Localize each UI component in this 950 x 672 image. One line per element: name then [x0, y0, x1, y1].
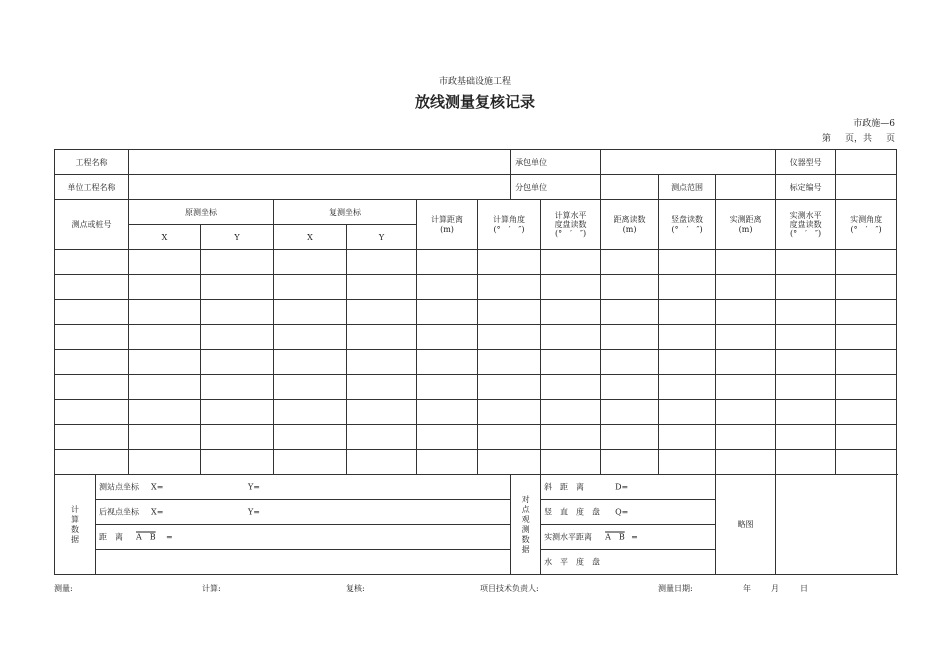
page-label-1: 第 [821, 134, 831, 144]
table-row [55, 325, 897, 350]
table-cell[interactable] [55, 375, 129, 400]
table-cell[interactable] [129, 450, 201, 475]
table-cell[interactable] [274, 425, 347, 450]
table-cell[interactable] [659, 325, 716, 350]
vert-reading-header: 竖盘读数 (° ′ ″) [659, 200, 716, 250]
table-cell[interactable] [417, 425, 478, 450]
table-cell[interactable] [347, 450, 417, 475]
distance-ab: A B [136, 532, 156, 542]
table-row [55, 450, 897, 475]
table-row [55, 250, 897, 275]
table-cell[interactable] [601, 425, 659, 450]
table-cell[interactable] [541, 250, 601, 275]
table-cell[interactable] [201, 325, 274, 350]
table-row [55, 300, 897, 325]
table-cell[interactable] [776, 325, 836, 350]
data-rows [55, 250, 897, 475]
survey-form-table [54, 149, 897, 575]
table-cell[interactable] [201, 300, 274, 325]
dist-reading-header: 距离读数 (m) [601, 200, 659, 250]
table-cell[interactable] [478, 400, 541, 425]
recheck-coord-header: 复测坐标 [274, 200, 417, 225]
table-cell[interactable] [601, 275, 659, 300]
table-cell[interactable] [836, 275, 897, 300]
unit-project-field[interactable] [129, 175, 511, 200]
table-cell[interactable] [659, 375, 716, 400]
station-x-label: X= [151, 482, 164, 492]
table-cell[interactable] [55, 275, 129, 300]
table-row [55, 400, 897, 425]
backsight-coord-row[interactable] [96, 500, 511, 525]
calibration-no-field[interactable] [836, 175, 897, 200]
calibration-no-label: 标定编号 [776, 175, 836, 200]
table-cell[interactable] [601, 375, 659, 400]
meas-hz-dist-eq: = [631, 532, 638, 542]
backsight-x-label: X= [151, 507, 164, 517]
table-cell[interactable] [417, 300, 478, 325]
subcontractor-field[interactable] [601, 175, 659, 200]
table-cell[interactable] [659, 300, 716, 325]
table-cell[interactable] [541, 300, 601, 325]
table-cell[interactable] [417, 450, 478, 475]
table-cell[interactable] [55, 450, 129, 475]
subcontractor-label: 分包单位 [511, 175, 601, 200]
table-cell[interactable] [417, 250, 478, 275]
table-cell[interactable] [478, 300, 541, 325]
table-row [55, 425, 897, 450]
table-cell[interactable] [836, 250, 897, 275]
table-cell[interactable] [776, 275, 836, 300]
table-cell[interactable] [478, 375, 541, 400]
table-cell[interactable] [55, 425, 129, 450]
table-cell[interactable] [417, 325, 478, 350]
table-cell[interactable] [417, 375, 478, 400]
org-name: 市政基础设施工程 [438, 77, 511, 87]
table-row [55, 350, 897, 375]
table-cell[interactable] [347, 375, 417, 400]
surveyor-label: 测量: [54, 584, 73, 593]
instrument-model-field[interactable] [836, 150, 897, 175]
table-cell[interactable] [201, 275, 274, 300]
table-cell[interactable] [836, 375, 897, 400]
table-cell[interactable] [129, 425, 201, 450]
table-cell[interactable] [659, 450, 716, 475]
vertical-circle-row[interactable] [541, 500, 716, 525]
meas-hz-dist-row[interactable] [541, 525, 716, 550]
table-cell[interactable] [347, 400, 417, 425]
table-cell[interactable] [541, 375, 601, 400]
table-cell[interactable] [716, 325, 776, 350]
table-cell[interactable] [274, 400, 347, 425]
calc-data-label: 计算数据 [55, 475, 96, 575]
table-cell[interactable] [129, 250, 201, 275]
table-cell[interactable] [478, 325, 541, 350]
table-cell[interactable] [601, 325, 659, 350]
instrument-model-label: 仪器型号 [776, 150, 836, 175]
calc-dist-header: 计算距离 (m) [417, 200, 478, 250]
table-cell[interactable] [541, 450, 601, 475]
table-cell[interactable] [478, 450, 541, 475]
table-cell[interactable] [478, 250, 541, 275]
table-cell[interactable] [274, 450, 347, 475]
calc-blank-row[interactable] [96, 550, 511, 575]
table-cell[interactable] [776, 250, 836, 275]
table-cell[interactable] [347, 275, 417, 300]
project-name-field[interactable] [129, 150, 511, 175]
station-coord-row[interactable] [96, 475, 511, 500]
form-number: 市政施—6 [853, 119, 895, 129]
contractor-field[interactable] [601, 150, 776, 175]
table-cell[interactable] [716, 300, 776, 325]
table-cell[interactable] [201, 350, 274, 375]
tech-lead-label: 项目技术负责人: [480, 584, 539, 593]
table-cell[interactable] [601, 250, 659, 275]
table-cell[interactable] [129, 400, 201, 425]
page-title: 放线测量复核记录 [414, 93, 535, 111]
table-cell[interactable] [716, 350, 776, 375]
project-name-label: 工程名称 [55, 150, 129, 175]
recheck-x-header: X [274, 225, 347, 250]
obs-data-label: 对点观测数据 [511, 475, 541, 575]
table-cell[interactable] [716, 425, 776, 450]
page-label-2: 页，共 [844, 134, 872, 144]
table-cell[interactable] [478, 350, 541, 375]
table-cell[interactable] [541, 400, 601, 425]
slope-dist-var: D= [615, 482, 629, 492]
calculator-label: 计算: [202, 584, 221, 593]
table-cell[interactable] [601, 300, 659, 325]
hz-circle-label: 水 平 度 盘 [544, 557, 601, 567]
table-cell[interactable] [274, 250, 347, 275]
table-cell[interactable] [347, 250, 417, 275]
table-cell[interactable] [55, 350, 129, 375]
checker-label: 复核: [346, 584, 365, 593]
date-day-label: 日 [800, 584, 808, 593]
station-y-label: Y= [248, 482, 260, 492]
table-cell[interactable] [129, 300, 201, 325]
table-cell[interactable] [417, 400, 478, 425]
table-cell[interactable] [417, 350, 478, 375]
orig-y-header: Y [201, 225, 274, 250]
table-cell[interactable] [541, 275, 601, 300]
table-cell[interactable] [601, 350, 659, 375]
slope-dist-label: 斜 距 离 [544, 482, 585, 492]
backsight-coord-label: 后视点坐标 [99, 507, 139, 517]
table-cell[interactable] [776, 450, 836, 475]
table-cell[interactable] [716, 375, 776, 400]
table-cell[interactable] [716, 450, 776, 475]
table-cell[interactable] [347, 325, 417, 350]
table-cell[interactable] [129, 375, 201, 400]
table-cell[interactable] [201, 375, 274, 400]
table-cell[interactable] [55, 400, 129, 425]
table-cell[interactable] [776, 350, 836, 375]
table-cell[interactable] [201, 250, 274, 275]
recheck-y-header: Y [347, 225, 417, 250]
table-cell[interactable] [716, 400, 776, 425]
table-cell[interactable] [274, 300, 347, 325]
table-cell[interactable] [659, 400, 716, 425]
orig-x-header: X [129, 225, 201, 250]
unit-project-label: 单位工程名称 [55, 175, 129, 200]
table-cell[interactable] [776, 400, 836, 425]
vertical-circle-label: 竖 直 度 盘 [544, 507, 601, 517]
table-cell[interactable] [836, 300, 897, 325]
table-cell[interactable] [659, 275, 716, 300]
survey-range-label: 测点范围 [659, 175, 716, 200]
meas-angle-header: 实测角度 (° ′ ″) [836, 200, 897, 250]
table-cell[interactable] [601, 400, 659, 425]
calc-hz-reading-header: 计算水平 度盘读数 (° ′ ″) [541, 200, 601, 250]
table-cell[interactable] [274, 325, 347, 350]
table-cell[interactable] [836, 325, 897, 350]
table-cell[interactable] [417, 275, 478, 300]
table-cell[interactable] [716, 250, 776, 275]
distance-row[interactable] [96, 525, 511, 550]
distance-label: 距 离 [99, 532, 123, 542]
table-cell[interactable] [836, 350, 897, 375]
orig-coord-header: 原测坐标 [129, 200, 274, 225]
table-cell[interactable] [601, 450, 659, 475]
table-cell[interactable] [274, 350, 347, 375]
table-cell[interactable] [716, 275, 776, 300]
table-cell[interactable] [776, 300, 836, 325]
meas-hz-reading-header: 实测水平 度盘读数 (° ′ ″) [776, 200, 836, 250]
table-cell[interactable] [541, 325, 601, 350]
table-cell[interactable] [129, 325, 201, 350]
survey-date-label: 测量日期: [658, 584, 693, 593]
meas-hz-dist-ab: A B [605, 532, 625, 542]
table-cell[interactable] [776, 425, 836, 450]
table-cell[interactable] [659, 350, 716, 375]
table-cell[interactable] [541, 350, 601, 375]
station-coord-label: 测站点坐标 [99, 482, 139, 492]
meas-dist-header: 实测距离 (m) [716, 200, 776, 250]
table-cell[interactable] [201, 400, 274, 425]
contractor-label: 承包单位 [511, 150, 601, 175]
meas-hz-dist-label: 实测水平距离 [544, 532, 593, 542]
station-header: 测点或桩号 [55, 200, 129, 250]
slope-dist-row[interactable] [541, 475, 716, 500]
table-cell[interactable] [201, 425, 274, 450]
calc-angle-header: 计算角度 (° ′ ″) [478, 200, 541, 250]
hz-circle-row[interactable] [541, 550, 716, 575]
table-cell[interactable] [55, 300, 129, 325]
page-label-3: 页 [885, 134, 895, 144]
table-cell[interactable] [274, 275, 347, 300]
date-month-label: 月 [771, 584, 779, 593]
survey-range-field[interactable] [716, 175, 776, 200]
table-cell[interactable] [478, 425, 541, 450]
table-cell[interactable] [836, 400, 897, 425]
distance-eq: = [166, 532, 173, 542]
table-row [55, 375, 897, 400]
table-cell[interactable] [347, 350, 417, 375]
table-cell[interactable] [347, 425, 417, 450]
table-row [55, 275, 897, 300]
page-counter [822, 135, 895, 144]
date-year-label: 年 [743, 584, 751, 593]
table-cell[interactable] [836, 450, 897, 475]
table-cell[interactable] [347, 300, 417, 325]
table-cell[interactable] [201, 450, 274, 475]
table-cell[interactable] [129, 275, 201, 300]
sketch-area[interactable] [776, 475, 897, 575]
backsight-y-label: Y= [248, 507, 260, 517]
table-cell[interactable] [129, 350, 201, 375]
table-cell[interactable] [55, 325, 129, 350]
table-cell[interactable] [541, 425, 601, 450]
table-cell[interactable] [836, 425, 897, 450]
table-cell[interactable] [55, 250, 129, 275]
table-cell[interactable] [274, 375, 347, 400]
table-cell[interactable] [659, 425, 716, 450]
table-cell[interactable] [478, 275, 541, 300]
table-cell[interactable] [776, 375, 836, 400]
table-cell[interactable] [659, 250, 716, 275]
vertical-circle-var: Q= [615, 507, 629, 517]
sketch-label: 略图 [716, 475, 776, 575]
